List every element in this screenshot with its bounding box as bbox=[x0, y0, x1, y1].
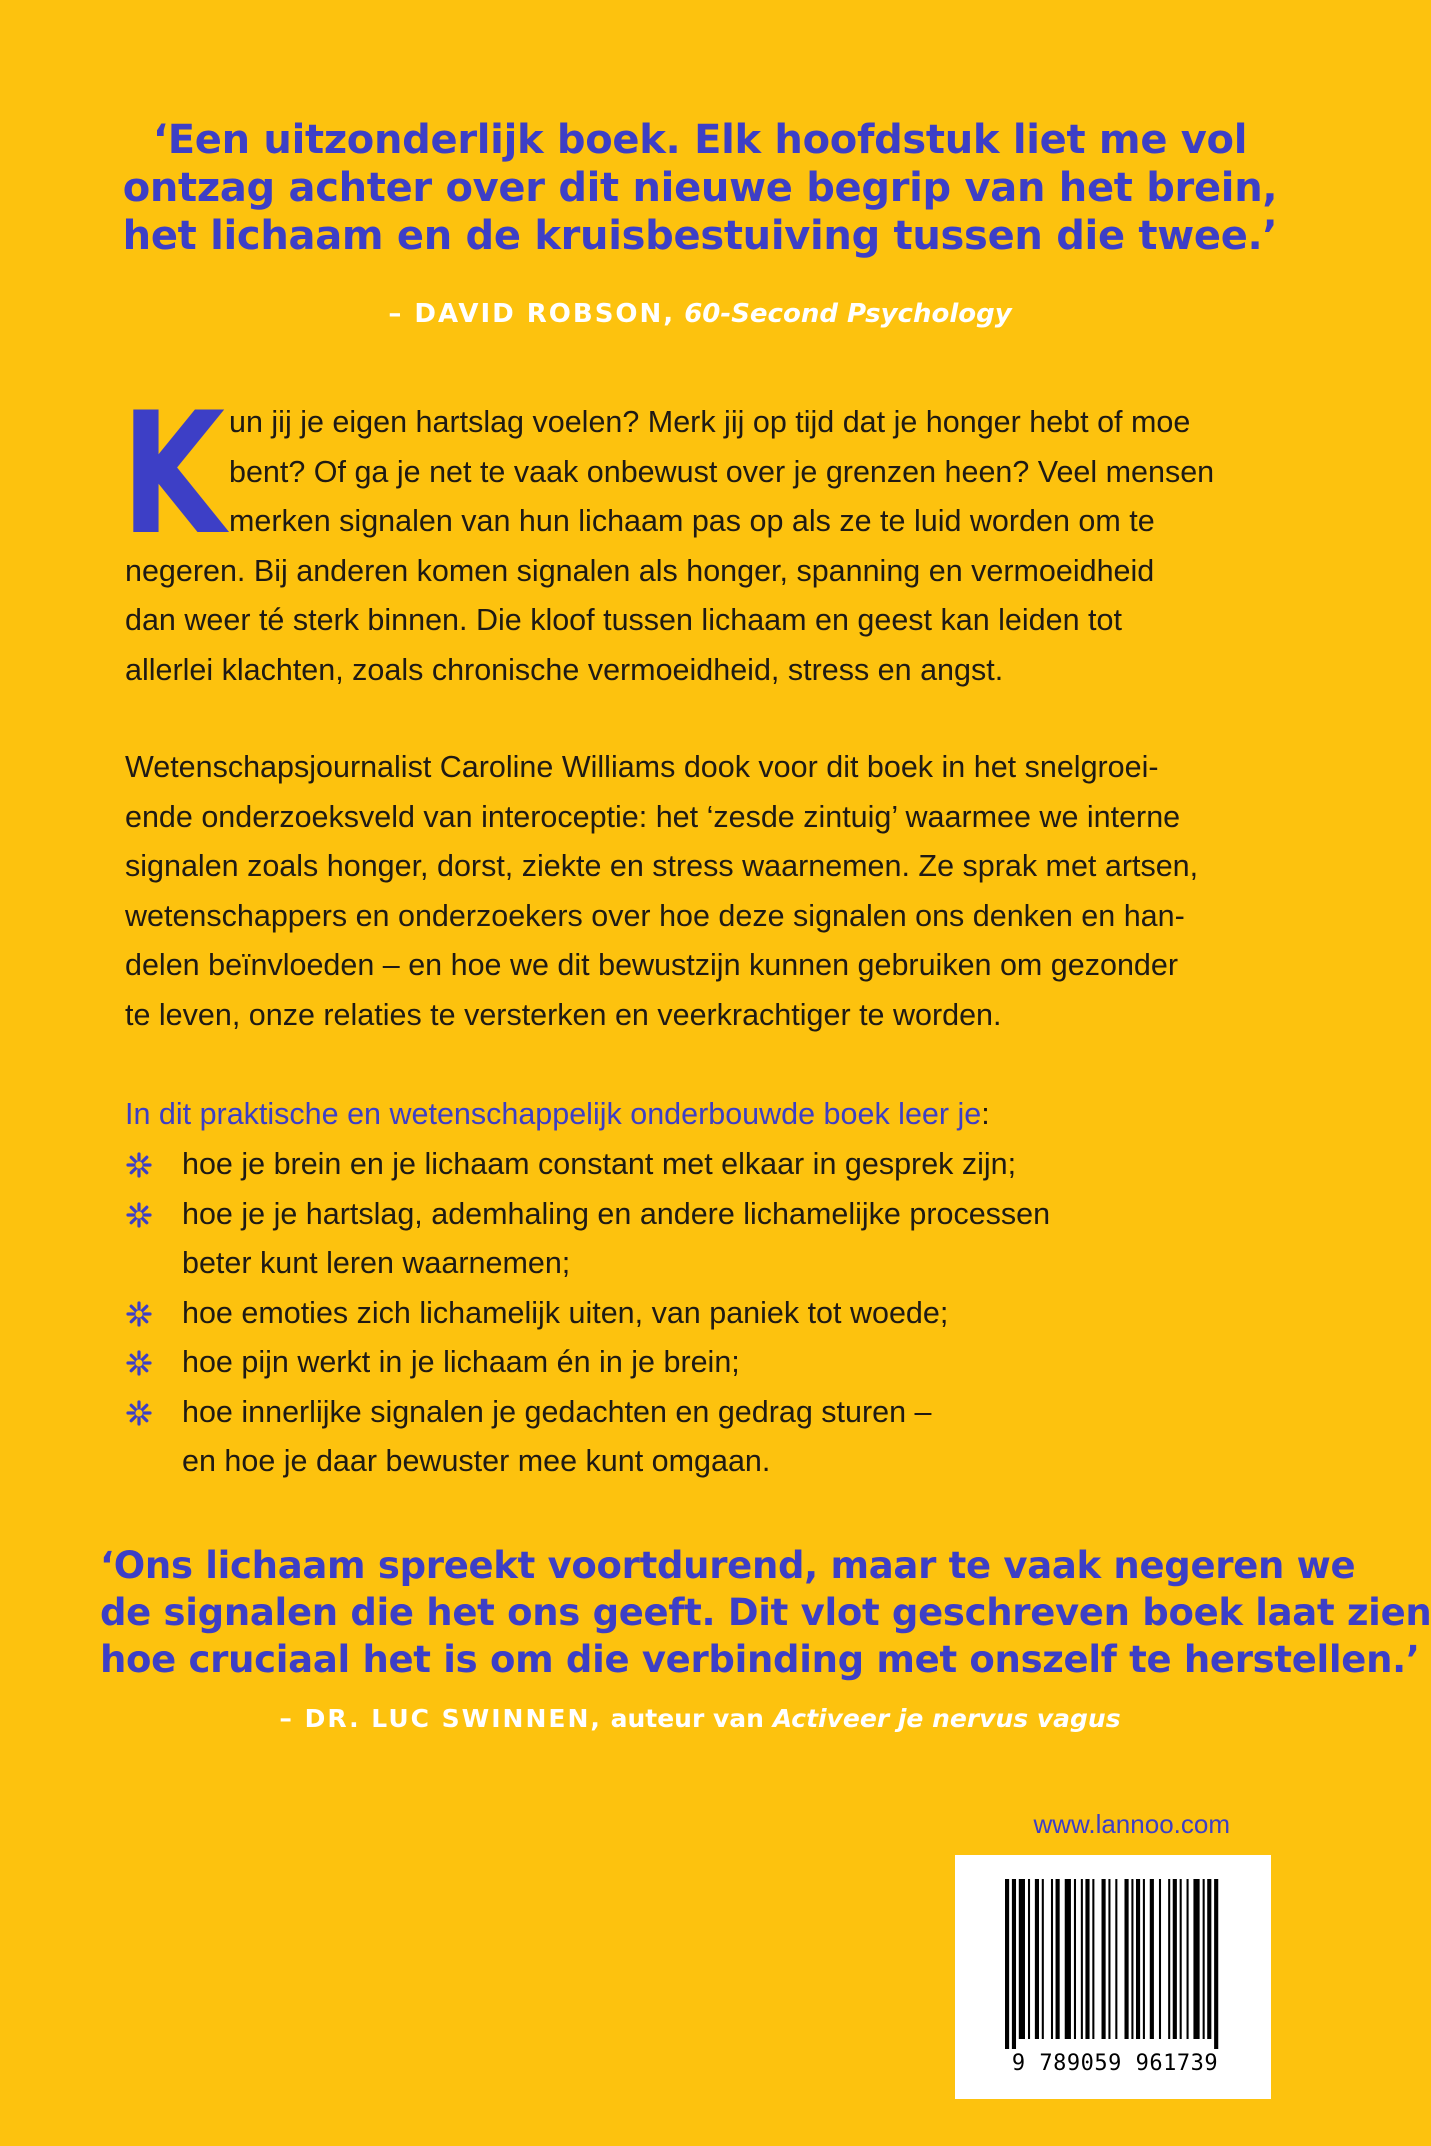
barcode-bar bbox=[1102, 1879, 1106, 2039]
barcode-bar bbox=[1005, 1879, 1009, 2049]
barcode-bar bbox=[1136, 1879, 1140, 2039]
bullets-lead-colon: : bbox=[981, 1097, 990, 1131]
top-quote bbox=[100, 116, 1300, 260]
list-item-text: hoe je je hartslag, ademhaling en andere lichamelijke processen bbox=[182, 1196, 1051, 1231]
barcode bbox=[955, 1855, 1271, 2099]
barcode-bar bbox=[1150, 1879, 1154, 2039]
asterisk-flower-icon bbox=[125, 1300, 153, 1328]
paragraph-1-line: merken signalen van hun lichaam pas op als ze te luid worden om te bbox=[229, 504, 1155, 538]
barcode-bar bbox=[1092, 1879, 1094, 2039]
barcode-bar bbox=[1159, 1879, 1161, 2039]
isbn-number: 9 789059 961739 bbox=[1011, 2051, 1219, 2076]
paragraph-1-line: allerlei klachten, zoals chronische vermoeidheid, stress en angst. bbox=[125, 652, 1004, 687]
top-attribution-name: – DAVID ROBSON, bbox=[388, 299, 676, 329]
barcode-bar bbox=[1124, 1879, 1128, 2039]
top-quote-line-1: ‘Een uitzonderlijk boek. Elk hoofdstuk liet me vol bbox=[152, 117, 1248, 163]
barcode-bar bbox=[1173, 1879, 1177, 2039]
bottom-quote bbox=[100, 1542, 1431, 1683]
asterisk-flower-icon bbox=[125, 1349, 153, 1377]
list-item bbox=[125, 1338, 1285, 1388]
bottom-quote-line-2: de signalen die het ons geeft. Dit vlot geschreven boek laat zien bbox=[100, 1591, 1431, 1634]
barcode-bar bbox=[1193, 1879, 1199, 2039]
barcode-bar bbox=[1115, 1879, 1117, 2039]
bottom-attribution-mid: auteur van bbox=[601, 1704, 773, 1733]
top-attribution-work: 60-Second Psychology bbox=[684, 299, 1012, 329]
bottom-quote-line-1: ‘Ons lichaam spreekt voortdurend, maar te vaak negeren we bbox=[100, 1544, 1356, 1587]
list-item-text: beter kunt leren waarnemen; bbox=[182, 1246, 571, 1280]
barcode-bar bbox=[1168, 1879, 1170, 2039]
asterisk-flower-icon bbox=[125, 1399, 153, 1427]
barcode-bar bbox=[1012, 1879, 1016, 2049]
list-item bbox=[125, 1190, 1285, 1289]
bullet-list bbox=[125, 1140, 1285, 1487]
asterisk-flower-icon bbox=[125, 1151, 153, 1179]
paragraph-2-line: delen beïnvloeden – en hoe we dit bewustzijn kunnen gebruiken om gezonder bbox=[125, 948, 1178, 982]
paragraph-1-line: dan weer té sterk binnen. Die kloof tussen lichaam en geest kan leiden tot bbox=[125, 603, 1122, 637]
list-item bbox=[125, 1140, 1285, 1190]
barcode-bar bbox=[1085, 1879, 1089, 2039]
barcode-bar bbox=[1035, 1879, 1039, 2039]
list-item-text: hoe pijn werkt in je lichaam én in je brein; bbox=[182, 1345, 740, 1379]
barcode-bar bbox=[1143, 1879, 1145, 2039]
list-item bbox=[125, 1388, 1285, 1487]
barcode-bar bbox=[1187, 1879, 1189, 2039]
barcode-bar bbox=[1207, 1879, 1211, 2039]
bottom-quote-line-3: hoe cruciaal het is om die verbinding met onszelf te herstellen.’ bbox=[100, 1638, 1420, 1681]
paragraph-2-line: Wetenschapsjournalist Caroline Williams dook voor dit boek in het snelgroei- bbox=[125, 750, 1159, 784]
barcode-bar bbox=[1074, 1879, 1076, 2039]
publisher-url: www.lannoo.com bbox=[1033, 1809, 1230, 1839]
barcode-bar bbox=[1108, 1879, 1110, 2039]
barcode-bar bbox=[1203, 1879, 1205, 2039]
bottom-quote-attribution bbox=[100, 1702, 1300, 1736]
barcode-bar bbox=[1042, 1879, 1044, 2039]
list-item-text: hoe emoties zich lichamelijk uiten, van paniek tot woede; bbox=[182, 1295, 949, 1330]
asterisk-flower-icon bbox=[125, 1201, 153, 1229]
paragraph-2-line: te leven, onze relaties te versterken en veerkrachtiger te worden. bbox=[125, 997, 1002, 1032]
bottom-attribution-name: – DR. LUC SWINNEN, bbox=[279, 1704, 602, 1733]
barcode-bar bbox=[1081, 1879, 1083, 2039]
barcode-bar bbox=[1051, 1879, 1053, 2039]
barcode-bar bbox=[1131, 1879, 1133, 2039]
barcode-bar bbox=[1214, 1879, 1218, 2049]
top-quote-attribution bbox=[100, 297, 1300, 331]
top-quote-line-3: het lichaam en de kruisbestuiving tussen die twee.’ bbox=[122, 213, 1278, 259]
barcode-bar bbox=[1180, 1879, 1182, 2039]
paragraph-1-line: negeren. Bij anderen komen signalen als honger, spanning en vermoeidheid bbox=[125, 553, 1155, 588]
paragraph-2-line: wetenschappers en onderzoekers over hoe deze signalen ons denken en han- bbox=[125, 898, 1185, 933]
paragraph-2 bbox=[125, 743, 1285, 1040]
bullets-lead bbox=[125, 1090, 990, 1140]
barcode-bar bbox=[1056, 1879, 1060, 2039]
barcode-bars bbox=[1005, 1879, 1221, 2049]
list-item bbox=[125, 1289, 1285, 1339]
bullets-lead-text: In dit praktische en wetenschappelijk onderbouwde boek leer je bbox=[125, 1097, 982, 1131]
paragraph-1-line: un jij je eigen hartslag voelen? Merk jij op tijd dat je honger hebt of moe bbox=[229, 405, 1191, 439]
bottom-attribution-work: Activeer je nervus vagus bbox=[772, 1704, 1121, 1733]
barcode-bar bbox=[1028, 1879, 1030, 2039]
list-item-text: hoe je brein en je lichaam constant met elkaar in gesprek zijn; bbox=[182, 1147, 1017, 1181]
paragraph-2-line: ende onderzoeksveld van interoceptie: het ‘zesde zintuig’ waarmee we interne bbox=[125, 799, 1181, 834]
paragraph-1 bbox=[125, 398, 1285, 695]
top-quote-line-2: ontzag achter over dit nieuwe begrip van het brein, bbox=[122, 165, 1278, 211]
barcode-bar bbox=[1019, 1879, 1025, 2039]
list-item-text: en hoe je daar bewuster mee kunt omgaan. bbox=[182, 1444, 771, 1478]
paragraph-1-line: bent? Of ga je net te vaak onbewust over je grenzen heen? Veel mensen bbox=[229, 454, 1215, 489]
dropcap-letter: K bbox=[121, 376, 230, 572]
paragraph-2-line: signalen zoals honger, dorst, ziekte en stress waarnemen. Ze sprak met artsen, bbox=[125, 849, 1199, 883]
list-item-text: hoe innerlijke signalen je gedachten en gedrag sturen – bbox=[182, 1394, 932, 1429]
barcode-bar bbox=[1065, 1879, 1071, 2039]
